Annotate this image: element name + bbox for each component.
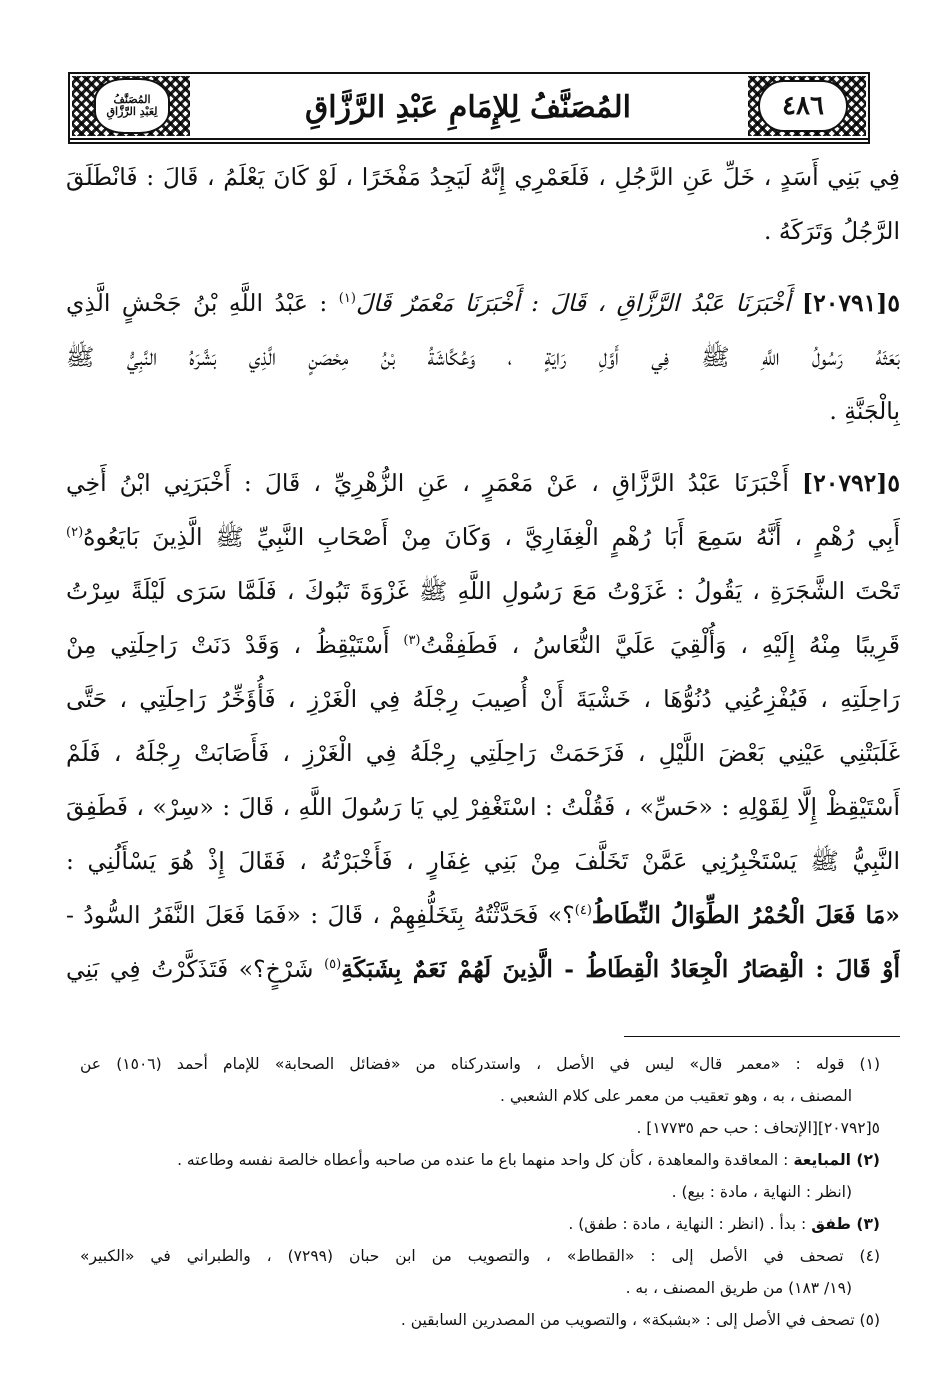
footnote-marker[interactable]: (٤)	[574, 903, 592, 919]
text-segment: : عَبْدُ اللَّهِ بْنُ جَحْشٍ الَّذِي	[66, 289, 328, 317]
footnote-marker[interactable]: (١)	[338, 291, 356, 307]
continuation-paragraph	[66, 150, 900, 258]
footnote-4-cont: (١٩/ ١٨٣) من طريق المصنف ، به .	[625, 1279, 852, 1297]
text-segment: «مَا فَعَلَ الْحُمْرُ الطِّوَالُ النِّطَاطُ	[591, 901, 900, 929]
footnote-text: : المعاقدة والمعاهدة ، كأن كل واحد منهما باع ما عنده من صاحبه وأعطاه خالصة نفسه وطاعته .	[177, 1151, 789, 1169]
footnote-term: (٢) المبايعة	[793, 1151, 880, 1169]
footnote-marker[interactable]: (٢)	[66, 525, 84, 541]
text-segment: أَخْبَرَنَا عَبْدُ الرَّزَّاقِ ، عَنْ مَعْمَرٍ ، عَنِ الزُّهْرِيِّ ، قَالَ : أَخْبَرَنِي ابْنُ أَخِي	[66, 469, 789, 497]
footnote-3	[80, 1208, 880, 1240]
text-segment: ؟» فَحَدَّثْتُهُ بِتَخَلُّفِهِمْ ، قَالَ : «فَمَا فَعَلَ النَّفَرُ السُّودُ -	[66, 901, 575, 929]
footnote-4: (٤) تصحف في الأصل إلى : «القطاط» ، والتصويب من ابن حبان (٧٢٩٩) ، والطبراني في «الكبير»	[80, 1247, 880, 1265]
text-line	[66, 888, 900, 942]
footnote-2-cont: (انظر : النهاية ، مادة : بيع) .	[671, 1183, 852, 1201]
text-segment: أَوْ قَالَ : الْقِصَارُ الْجِعَادُ الْقِطَاطُ - الَّذِينَ لَهُمْ نَعَمٌ بِشَبَكَةِ	[341, 955, 900, 983]
text-line	[66, 276, 900, 330]
text-line: بَعَثَهُ رَسُولُ اللَّهِ ﷺ فِي أَوَّلِ رَايَةٍ ، وَعُكَّاشَةُ بْنُ مِحْصَنٍ الَّذِي بَشَّرَهُ النَّبِيُّ ﷺ	[66, 343, 900, 371]
text-line	[66, 618, 900, 672]
text-line: غَلَبَتْنِي عَيْنِي بَعْضَ اللَّيْلِ ، فَزَحَمَتْ رَاحِلَتِي رِجْلَهُ فِي الْغَرْزِ ، فَأَصَابَتْ رِجْلَهُ ، فَلَمْ	[66, 739, 900, 767]
text-segment: شَرْخٍ؟» فَتَذَكَّرْتُ فِي بَنِي	[66, 955, 314, 983]
page-number: ٤٨٦	[758, 80, 848, 132]
text-line: فِي بَنِي أَسَدٍ ، خَلِّ عَنِ الرَّجُلِ ، فَلَعَمْرِي إِنَّهُ لَيَجِدُ مَفْخَرًا ، لَوْ كَانَ يَعْلَمُ ، قَالَ : فَانْطَلَقَ	[66, 163, 900, 191]
text-segment: قَرِيبًا مِنْهُ إِلَيْهِ ، وَأُلْقِيَ عَلَيَّ النُّعَاسُ ، فَطَفِقْتُ	[420, 631, 900, 659]
seal-line-2: لِعَبْدِ الرَّزَّاقِ	[106, 105, 158, 118]
seal-line-1: المُصَنَّفُ	[113, 93, 151, 106]
footnote-term: (٣) طفق	[811, 1215, 880, 1233]
text-line: تَحْتَ الشَّجَرَةِ ، يَقُولُ : غَزَوْتُ مَعَ رَسُولِ اللَّهِ ﷺ غَزْوَةَ تَبُوكَ ، فَلَمَّا سَرَى لَيْلَةً سِرْتُ	[66, 577, 900, 605]
hadith-number: ٥[٢٠٧٩١]	[801, 289, 900, 317]
text-line: النَّبِيُّ ﷺ يَسْتَخْبِرُنِي عَمَّنْ تَخَلَّفَ مِنْ بَنِي غِفَارٍ ، فَأَخْبَرْتُهُ ، فَقَالَ إِذْ هُوَ يَسْأَلُنِي :	[66, 847, 900, 875]
hadith-number: ٥[٢٠٧٩٢]	[802, 469, 900, 497]
running-title: المُصَنَّفُ لِلإِمَامِ عَبْدِ الرَّزَّاقِ	[305, 89, 631, 125]
main-text	[66, 150, 900, 996]
text-line	[66, 456, 900, 510]
book-seal-logo	[94, 78, 170, 134]
footnote-5: (٥) تصحف في الأصل إلى : «بشبكة» ، والتصويب من المصدرين السابقين .	[400, 1311, 880, 1329]
page-header	[68, 72, 870, 144]
text-line	[66, 510, 900, 564]
isnad-chain: أَخْبَرَنَا عَبْدُ الرَّزَّاقِ ، قَالَ : أَخْبَرَنَا مَعْمَرٌ قَالَ	[355, 289, 791, 317]
footnote-marker[interactable]: (٣)	[403, 633, 421, 649]
hadith-20791	[66, 276, 900, 438]
footnote-marker[interactable]: (٥)	[324, 957, 342, 973]
text-line: بِالْجَنَّةِ .	[829, 397, 900, 425]
footnote-separator	[624, 1036, 900, 1037]
header-rule	[68, 138, 870, 140]
ithaf-reference: ٥[٢٠٧٩٢][الإتحاف : حب حم ١٧٧٣٥] .	[636, 1119, 880, 1137]
text-segment: أَسْتَيْقِظُ ، وَقَدْ دَنَتْ رَاحِلَتِي مِنْ	[66, 631, 390, 659]
text-line: رَاحِلَتِهِ ، فَيُفْزِعُنِي دُنُوُّهَا ، خَشْيَةَ أَنْ أُصِيبَ رِجْلَهُ فِي الْغَرْزِ ، فَأُؤَخِّرُ رَاحِلَتِي ، حَتَّى	[66, 685, 900, 713]
text-line: الرَّجُلُ وَتَرَكَهُ .	[763, 217, 900, 245]
footnote-1: (١) قوله : «معمر قال» ليس في الأصل ، واستدركناه من «فضائل الصحابة» للإمام أحمد (١٥٠٦) عن	[80, 1055, 880, 1073]
hadith-20792	[66, 456, 900, 996]
footnote-2	[80, 1144, 880, 1176]
text-line	[66, 942, 900, 996]
footnote-text: : بدأ . (انظر : النهاية ، مادة : طفق) .	[568, 1215, 807, 1233]
text-line: أَسْتَيْقِظْ إِلَّا لِقَوْلِهِ : «حَسِّ» ، فَقُلْتُ : اسْتَغْفِرْ لِي يَا رَسُولَ اللَّهِ ، قَالَ : «سِرْ» ، فَطَفِقَ	[66, 793, 900, 821]
text-segment: أَبِي رُهْمٍ ، أَنَّهُ سَمِعَ أَبَا رُهْمٍ الْغِفَارِيَّ ، وَكَانَ مِنْ أَصْحَابِ النَّبِيِّ ﷺ الَّذِينَ بَايَعُوهُ	[83, 523, 900, 551]
footnotes	[80, 1048, 880, 1336]
footnote-1-cont: المصنف ، به ، وهو تعقيب من معمر على كلام الشعبي .	[500, 1087, 852, 1105]
